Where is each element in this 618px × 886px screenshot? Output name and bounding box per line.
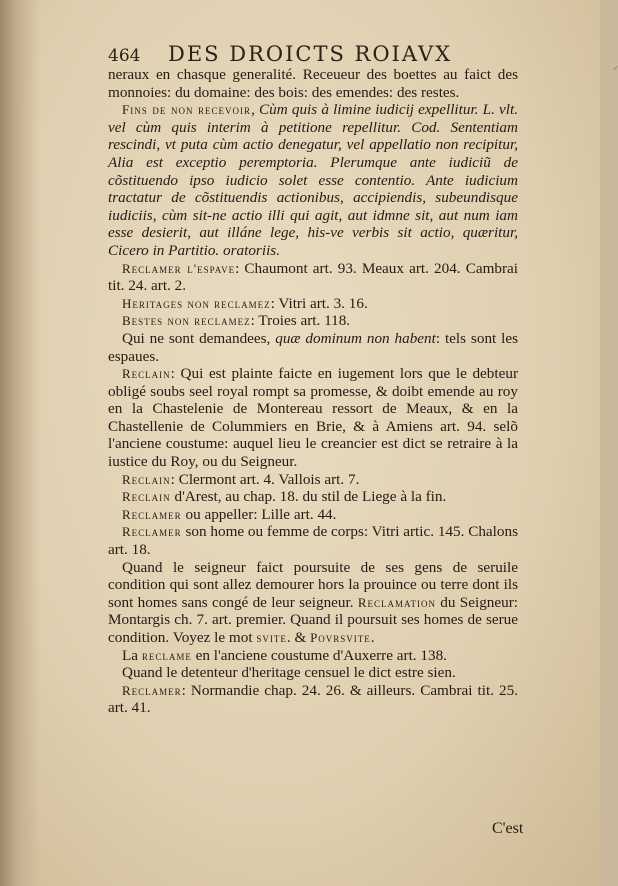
text-run: : Chaumont art. 93. Meaux art. 204. Cambrai tit. 24. art. 2. <box>108 259 518 295</box>
text-run: en l'anciene coustume d'Auxerre art. 138. <box>191 646 447 664</box>
text-run: : Vitri art. 3. 16. <box>270 294 368 312</box>
small-caps-term: reclame <box>141 647 192 663</box>
body-text <box>108 66 518 717</box>
small-caps-term: Reclamer <box>122 524 182 540</box>
paragraph <box>108 260 518 295</box>
small-caps-term: Povrsvite <box>310 630 371 645</box>
running-title: DES DROICTS ROIAVX <box>168 42 453 66</box>
small-caps-term: Reclain <box>122 489 171 505</box>
text-run: : Qui est plainte faicte en iugement lors que le debteur obligé soubs seel royal rompt sa promesse, & doibt emende au roy en la Chastelenie de Montereau ressort de Meaux, & en la Chastellenie de Colummiers en Brie, & à Amiens art. 94. selõ l'anciene coustume: auquel lieu le creancier est dict se retraire à la iustice du Roy, ou du Seigneur. <box>108 365 518 471</box>
paragraph <box>108 330 518 365</box>
text-run: : Normandie chap. 24. 26. & ailleurs. Cambrai tit. 25. art. 41. <box>108 681 518 717</box>
text-run: . & <box>286 629 311 646</box>
paragraph <box>108 647 518 665</box>
paragraph <box>108 506 518 524</box>
page-number: 464 <box>108 46 141 66</box>
paragraph <box>108 488 518 506</box>
corner-mark: ⸝ <box>613 61 618 72</box>
text-run: du Seigneur: Montargis ch. 7. art. premier. Quand il poursuit ses homes de serue condition. Voyez le mot <box>108 593 518 646</box>
paragraph <box>108 101 518 259</box>
text-run: neraux en chasque generalité. Receueur des boettes au faict des monnoies: du domaine: des bois: des emendes: des restes. <box>108 66 518 101</box>
paragraph <box>108 682 518 717</box>
paragraph <box>108 559 518 647</box>
text-run: La <box>122 646 142 664</box>
paragraph <box>108 295 518 313</box>
small-caps-term: svite <box>256 630 287 645</box>
text-run: : Clermont art. 4. Vallois art. 7. <box>170 470 360 488</box>
latin-citation: Cùm quis à limine iudicij expellitur. L. vlt. vel cùm quis interim à petitione repellitur. Cod. Sententiam rescindi, vt puta cùm actio denegatur, vel appellatio non recipitur, Alia est exceptio peremptoria. Plerumque ante iudiciũ de cõstituendo ipso iudicio solet esse contentio. Ante iudicium tractatur de cõstituendis actionibus, accipiendis, subeundisque iudiciis, cùm sit-ne actio illi qui agit, aut idmne sit, aut num iam esse desierit, aut illáne lege, his-ve verbis sit actio, quæritur, Cicero in Partitio. oratoriis. <box>108 101 519 259</box>
text-run: Quand le seigneur faict poursuite de ses gens de seruile condition qui sont allez demourer hors la prouince ou terre dont ils sont homes sans congé de leur seigneur. <box>108 558 518 611</box>
small-caps-term: Fins de non recevoir <box>122 102 252 118</box>
small-caps-term: Reclamer <box>122 506 182 522</box>
paragraph <box>108 365 518 471</box>
small-caps-term: Reclamation <box>357 594 436 610</box>
paragraph <box>108 66 518 101</box>
text-run: . <box>370 629 375 646</box>
paragraph <box>108 312 518 330</box>
text-run: : tels sont les espaues. <box>108 329 519 365</box>
text-run: ou appeller: Lille art. 44. <box>181 505 337 523</box>
small-caps-term: Reclamer <box>122 682 182 698</box>
latin-citation: quæ dominum non habent <box>275 329 436 347</box>
small-caps-term: Heritages non reclamez <box>122 295 271 311</box>
text-run: d'Arest, au chap. 18. du stil de Liege à la fin. <box>170 488 447 506</box>
text-run: : Troies art. 118. <box>250 312 351 330</box>
text-run: Quand le detenteur d'heritage censuel le dict estre sien. <box>122 664 456 682</box>
paragraph <box>108 471 518 489</box>
small-caps-term: Bestes non reclamez <box>122 313 251 329</box>
catchword: C'est <box>492 820 524 837</box>
text-run: son home ou femme de corps: Vitri artic. 145. Chalons art. 18. <box>108 523 518 559</box>
text-run: Qui ne sont demandees, <box>122 329 276 347</box>
book-spine-shadow <box>0 0 40 886</box>
small-caps-term: Reclamer l'espave <box>122 260 236 276</box>
paragraph <box>108 523 518 558</box>
small-caps-term: Reclain <box>122 366 171 382</box>
paragraph <box>108 664 518 682</box>
text-run: , <box>251 101 260 119</box>
small-caps-term: Reclain <box>122 471 171 487</box>
